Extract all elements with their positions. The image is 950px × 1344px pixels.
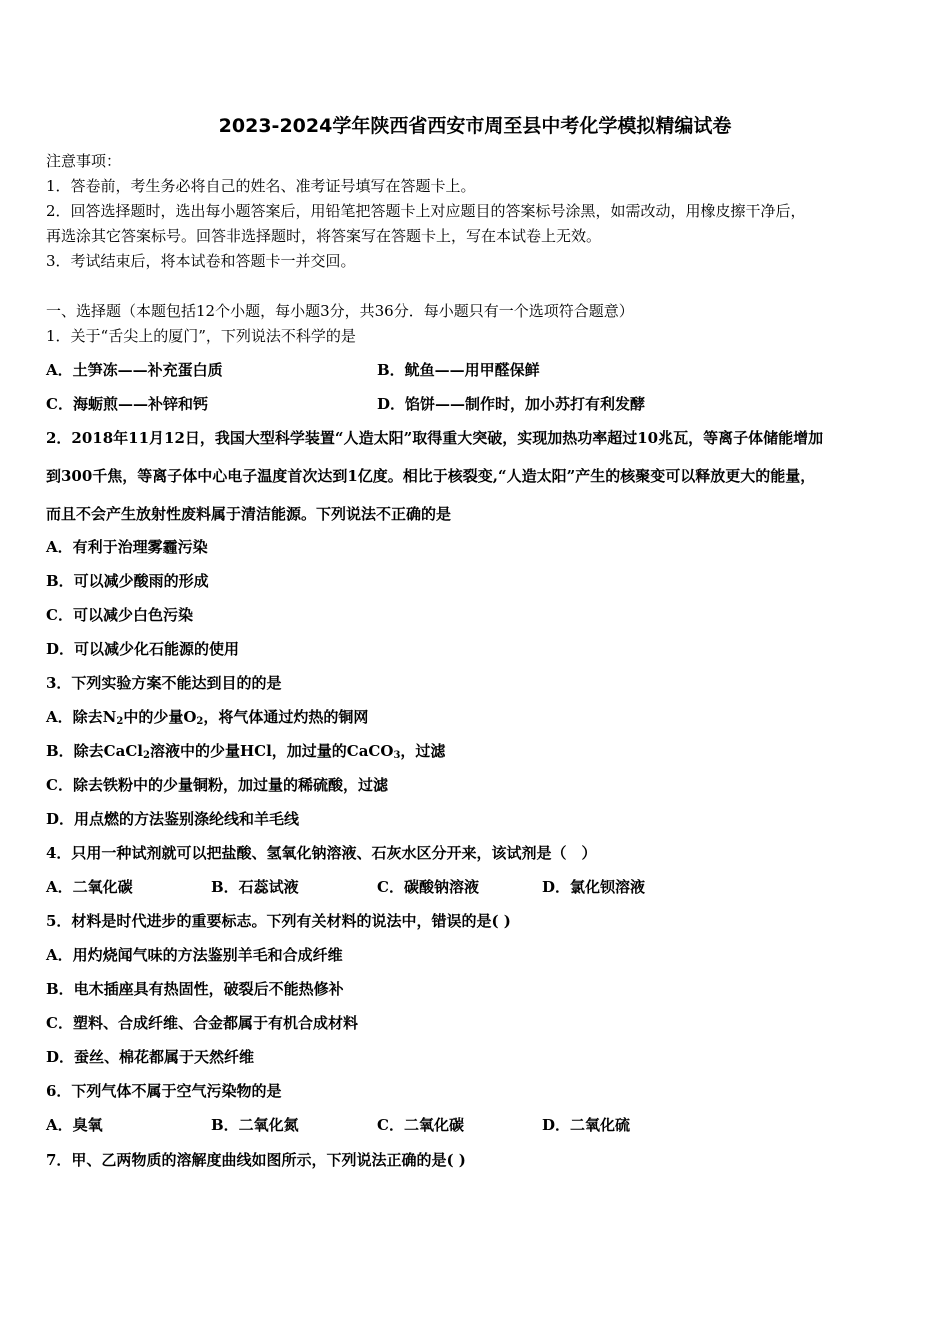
q3-b-text-2: 溶液中的少量HCl，加过量的CaCO xyxy=(149,742,394,760)
q5-option-b: B．电木插座具有热固性，破裂后不能热修补 xyxy=(46,980,344,998)
q4-option-d: D．氯化钡溶液 xyxy=(542,878,646,896)
q6-option-c: C．二氧化碳 xyxy=(377,1116,464,1134)
q1-option-b: B．鱿鱼——用甲醛保鲜 xyxy=(377,361,540,379)
q3-option-d: D．用点燃的方法鉴别涤纶线和羊毛线 xyxy=(46,810,300,828)
q3-b-sub-2: 3 xyxy=(393,750,401,761)
q6-option-b: B．二氧化氮 xyxy=(211,1116,299,1134)
q4-stem: 4．只用一种试剂就可以把盐酸、氢氧化钠溶液、石灰水区分开来，该试剂是（ ） xyxy=(46,844,597,862)
q3-option-c: C．除去铁粉中的少量铜粉，加过量的稀硫酸，过滤 xyxy=(46,776,388,794)
q2-option-a: A．有利于治理雾霾污染 xyxy=(46,538,208,556)
q3-a-sub-2: 2 xyxy=(196,716,204,727)
q1-option-d: D．馅饼——制作时，加小苏打有利发酵 xyxy=(377,395,646,413)
q6-option-a: A．臭氧 xyxy=(46,1116,103,1134)
q5-option-a: A．用灼烧闻气味的方法鉴别羊毛和合成纤维 xyxy=(46,946,343,964)
q1-option-c: C．海蛎煎——补锌和钙 xyxy=(46,395,208,413)
notice-item-2-cont: 再选涂其它答案标号。回答非选择题时，将答案写在答题卡上，写在本试卷上无效。 xyxy=(46,227,602,245)
notice-heading: 注意事项： xyxy=(46,152,122,170)
q3-a-text-2: 中的少量O xyxy=(123,708,197,726)
q2-option-d: D．可以减少化石能源的使用 xyxy=(46,640,240,658)
notice-item-3: 3．考试结束后，将本试卷和答题卡一并交回。 xyxy=(46,252,356,270)
q3-a-text-3: ，将气体通过灼热的铜网 xyxy=(203,708,369,726)
notice-item-2: 2．回答选择题时，选出每小题答案后，用铅笔把答题卡上对应题目的答案标号涂黑，如需改动，用橡皮擦干净后， xyxy=(46,202,806,220)
q3-option-b xyxy=(46,740,906,762)
q2-stem-line1: 2．2018年11月12日，我国大型科学装置“人造太阳”取得重大突破，实现加热功率超过10兆瓦，等离子体储能增加 xyxy=(46,429,824,447)
q4-option-b: B．石蕊试液 xyxy=(211,878,299,896)
q6-stem: 6．下列气体不属于空气污染物的是 xyxy=(46,1082,282,1100)
q3-b-text-3: ，过滤 xyxy=(400,742,446,760)
q7-stem: 7．甲、乙两物质的溶解度曲线如图所示，下列说法正确的是( ) xyxy=(46,1151,466,1169)
q4-option-a: A．二氧化碳 xyxy=(46,878,133,896)
q4-option-c: C．碳酸钠溶液 xyxy=(377,878,479,896)
q2-stem-line3: 而且不会产生放射性废料属于清洁能源。下列说法不正确的是 xyxy=(46,505,452,523)
q2-option-c: C．可以减少白色污染 xyxy=(46,606,193,624)
q3-b-sub-1: 2 xyxy=(142,750,150,761)
q6-option-d: D．二氧化硫 xyxy=(542,1116,631,1134)
q3-a-text-1: A．除去N xyxy=(46,708,117,726)
q1-option-a: A．土笋冻——补充蛋白质 xyxy=(46,361,223,379)
q1-stem: 1．关于“舌尖上的厦门”，下列说法不科学的是 xyxy=(46,327,356,345)
q3-b-text-1: B．除去CaCl xyxy=(46,742,143,760)
q2-stem-line2: 到300千焦，等离子体中心电子温度首次达到1亿度。相比于核裂变,“人造太阳”产生的核聚变可以释放更大的能量， xyxy=(46,467,816,485)
q3-a-sub-1: 2 xyxy=(116,716,124,727)
page-title: 2023-2024学年陕西省西安市周至县中考化学模拟精编试卷 xyxy=(218,115,732,137)
q3-option-a xyxy=(46,706,906,728)
section-heading: 一、选择题（本题包括12个小题，每小题3分，共36分．每小题只有一个选项符合题意） xyxy=(46,302,634,320)
q2-option-b: B．可以减少酸雨的形成 xyxy=(46,572,209,590)
q5-option-d: D．蚕丝、棉花都属于天然纤维 xyxy=(46,1048,255,1066)
q5-stem: 5．材料是时代进步的重要标志。下列有关材料的说法中，错误的是( ) xyxy=(46,912,511,930)
q3-stem: 3．下列实验方案不能达到目的的是 xyxy=(46,674,282,692)
q5-option-c: C．塑料、合成纤维、合金都属于有机合成材料 xyxy=(46,1014,358,1032)
notice-item-1: 1．答卷前，考生务必将自己的姓名、准考证号填写在答题卡上。 xyxy=(46,177,476,195)
